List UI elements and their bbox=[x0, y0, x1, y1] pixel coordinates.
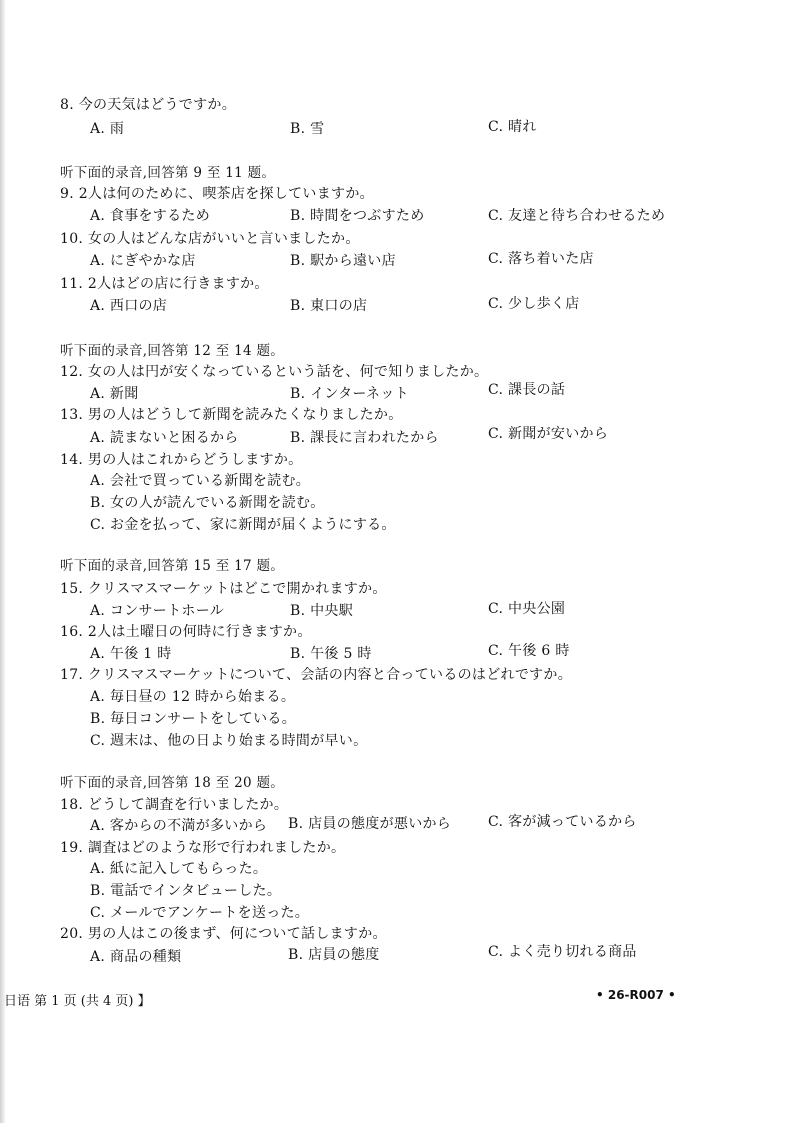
q9-option-a: A. 食事をするため bbox=[90, 208, 211, 224]
q16-option-b: B. 午後 5 時 bbox=[290, 646, 372, 662]
q18-option-c: C. 客が減っているから bbox=[488, 814, 637, 830]
q19-option-b: B. 電話でインタビューした。 bbox=[90, 883, 282, 899]
q19-option-c: C. メールでアンケートを送った。 bbox=[90, 905, 310, 921]
q13-option-c: C. 新聞が安いから bbox=[488, 426, 609, 442]
q9-option-b: B. 時間をつぶすため bbox=[290, 208, 425, 224]
q15-option-c: C. 中央公園 bbox=[488, 601, 566, 617]
question-11: 11. 2人はどの店に行きますか。 bbox=[60, 276, 269, 292]
exam-code: • 26-R007 • bbox=[596, 988, 676, 1002]
question-12: 12. 女の人は円が安くなっているという話を、何で知りましたか。 bbox=[60, 364, 489, 380]
section-instruction-15-17: 听下面的录音,回答第 15 至 17 题。 bbox=[60, 558, 285, 574]
q20-option-b: B. 店員の態度 bbox=[288, 947, 380, 963]
q8-option-c: C. 晴れ bbox=[488, 119, 537, 135]
section-instruction-9-11: 听下面的录音,回答第 9 至 11 题。 bbox=[60, 165, 276, 181]
q20-option-a: A. 商品の種類 bbox=[90, 949, 182, 965]
question-15: 15. クリスマスマーケットはどこで開かれますか。 bbox=[60, 581, 387, 597]
q10-option-c: C. 落ち着いた店 bbox=[488, 251, 594, 267]
q13-option-a: A. 読まないと困るから bbox=[90, 430, 239, 446]
q11-option-b: B. 東口の店 bbox=[290, 298, 368, 314]
q11-option-c: C. 少し歩く店 bbox=[488, 296, 580, 312]
q10-option-b: B. 駅から遠い店 bbox=[290, 253, 396, 269]
q17-option-a: A. 毎日昼の 12 時から始まる。 bbox=[90, 689, 296, 705]
q16-option-c: C. 午後 6 時 bbox=[488, 643, 570, 659]
q8-option-b: B. 雪 bbox=[290, 121, 325, 137]
q14-option-a: A. 会社で買っている新聞を読む。 bbox=[90, 473, 311, 489]
q20-option-c: C. よく売り切れる商品 bbox=[488, 944, 637, 960]
page-footer-label: 日语 第 1 页 (共 4 页) 】 bbox=[4, 994, 151, 1009]
q12-option-c: C. 課長の話 bbox=[488, 382, 566, 398]
q10-option-a: A. にぎやかな店 bbox=[90, 253, 196, 269]
q14-option-c: C. お金を払って、家に新聞が届くようにする。 bbox=[90, 517, 396, 533]
q9-option-c: C. 友達と待ち合わせるため bbox=[488, 208, 666, 224]
question-13: 13. 男の人はどうして新聞を読みたくなりましたか。 bbox=[60, 407, 403, 423]
question-16: 16. 2人は土曜日の何時に行きますか。 bbox=[60, 624, 312, 640]
q19-option-a: A. 紙に記入してもらった。 bbox=[90, 861, 268, 877]
question-14: 14. 男の人はこれからどうしますか。 bbox=[60, 452, 303, 468]
q15-option-b: B. 中央駅 bbox=[290, 603, 353, 619]
q17-option-b: B. 毎日コンサートをしている。 bbox=[90, 711, 296, 727]
q12-option-a: A. 新聞 bbox=[90, 386, 139, 402]
question-17: 17. クリスマスマーケットについて、会話の内容と合っているのはどれですか。 bbox=[60, 667, 573, 683]
question-8: 8. 今の天気はどうですか。 bbox=[60, 97, 237, 113]
q14-option-b: B. 女の人が読んでいる新聞を読む。 bbox=[90, 495, 325, 511]
q13-option-b: B. 課長に言われたから bbox=[290, 430, 439, 446]
question-19: 19. 調査はどのような形で行われましたか。 bbox=[60, 840, 346, 856]
q12-option-b: B. インターネット bbox=[290, 386, 409, 402]
section-instruction-18-20: 听下面的录音,回答第 18 至 20 题。 bbox=[60, 775, 285, 791]
question-9: 9. 2人は何のために、喫茶店を探していますか。 bbox=[60, 186, 374, 202]
q8-option-a: A. 雨 bbox=[90, 121, 125, 137]
question-20: 20. 男の人はこの後まず、何について話しますか。 bbox=[60, 926, 387, 942]
question-10: 10. 女の人はどんな店がいいと言いましたか。 bbox=[60, 231, 360, 247]
q11-option-a: A. 西口の店 bbox=[90, 298, 168, 314]
q15-option-a: A. コンサートホール bbox=[90, 603, 225, 619]
q18-option-b: B. 店員の態度が悪いから bbox=[288, 816, 452, 832]
q18-option-a: A. 客からの不満が多いから bbox=[90, 818, 268, 834]
question-18: 18. どうして調査を行いましたか。 bbox=[60, 797, 289, 813]
q17-option-c: C. 週末は、他の日より始まる時間が早い。 bbox=[90, 733, 368, 749]
q16-option-a: A. 午後 1 時 bbox=[90, 646, 172, 662]
section-instruction-12-14: 听下面的录音,回答第 12 至 14 题。 bbox=[60, 343, 285, 359]
